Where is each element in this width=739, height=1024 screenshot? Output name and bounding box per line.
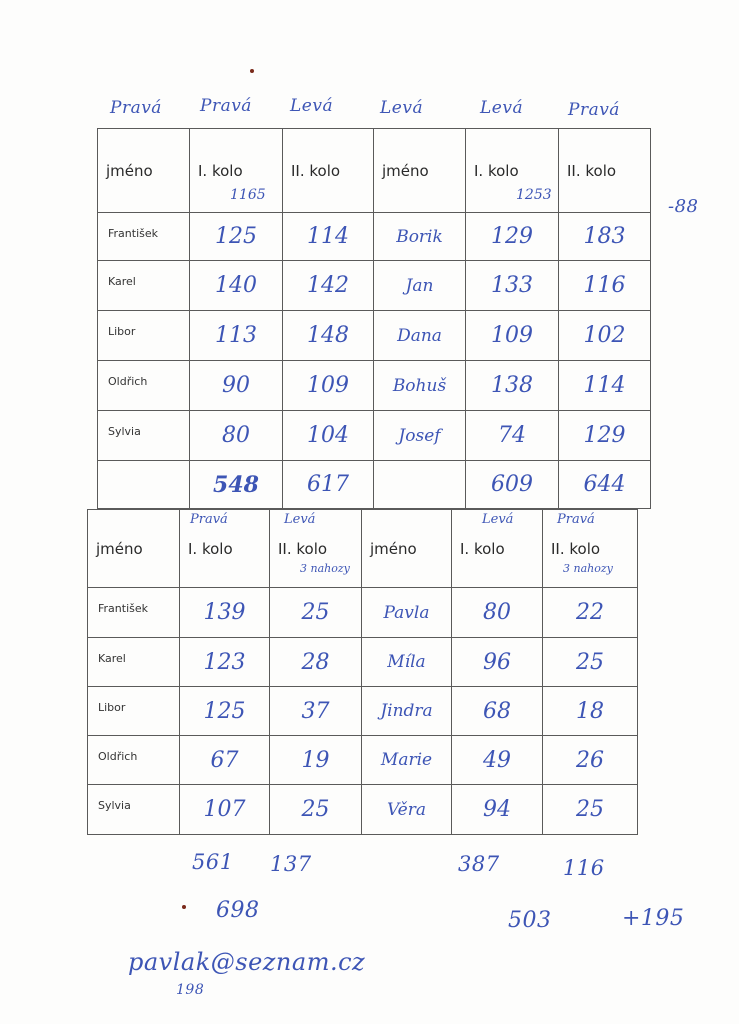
header-round-2-label: II. kolo [278,539,328,558]
header-round-1b-label: I. kolo [474,161,519,180]
score-round-1b: 109 [466,311,559,361]
score-round-2: 19 [270,736,362,785]
table-row [88,736,638,785]
score-round-2b: 116 [559,261,651,311]
player-name-2: Dana [374,311,466,361]
header-name: jméno [98,129,190,213]
ink-speck [182,905,186,909]
score-round-1: 67 [180,736,270,785]
bottom-total-round-2: 137 [270,852,312,876]
score-round-2b: 18 [543,687,638,736]
bottom-total-round-2b: 116 [563,856,605,880]
total-round-1: 548 [190,461,283,509]
header-name: jméno [88,510,180,588]
player-name: Karel [88,638,180,687]
score-round-2b: 26 [543,736,638,785]
player-name: Oldřich [88,736,180,785]
ink-speck [250,69,254,73]
table-header-row [98,129,651,213]
score-round-1: 90 [190,361,283,411]
player-name-2: Pavla [362,588,452,638]
score-round-2b: 102 [559,311,651,361]
totals-empty-cell [98,461,190,509]
player-name: Sylvia [98,411,190,461]
score-round-1b: 74 [466,411,559,461]
score-round-1: 125 [190,213,283,261]
score-round-2: 25 [270,588,362,638]
score-round-2b: 183 [559,213,651,261]
total-round-2b: 644 [559,461,651,509]
score-round-2: 28 [270,638,362,687]
table-row [98,213,651,261]
score-round-2b: 129 [559,411,651,461]
score-round-2: 37 [270,687,362,736]
header-round-1b [452,510,543,588]
score-round-1: 123 [180,638,270,687]
header-note: 1253 [516,187,552,203]
grand-total-difference: +195 [622,906,685,931]
side-label: Pravá [200,96,252,116]
email-note: pavlak@seznam.cz [128,948,366,976]
total-round-1b: 609 [466,461,559,509]
side-label: Pravá [568,100,620,120]
score-round-1b: 96 [452,638,543,687]
score-round-1: 140 [190,261,283,311]
header-side-label: Levá [284,512,316,527]
header-round-1 [190,129,283,213]
side-note: -88 [668,196,699,217]
score-round-1: 113 [190,311,283,361]
side-label: Levá [380,98,424,118]
grand-total-right: 503 [508,908,552,933]
score-round-1: 80 [190,411,283,461]
table-row [88,638,638,687]
score-round-1b: 94 [452,785,543,835]
score-round-2: 114 [283,213,374,261]
table-row [98,261,651,311]
score-round-1b: 80 [452,588,543,638]
header-note: 1165 [230,187,266,203]
player-name: Sylvia [88,785,180,835]
table-row [98,411,651,461]
score-round-2: 142 [283,261,374,311]
header-side-label: Pravá [557,512,595,527]
player-name-2: Bohuš [374,361,466,411]
top-score-table [97,128,651,509]
player-name-2: Borik [374,213,466,261]
player-name-2: Věra [362,785,452,835]
header-round-2b: II. kolo [559,129,651,213]
score-round-1b: 49 [452,736,543,785]
player-name-2: Jindra [362,687,452,736]
score-round-1: 107 [180,785,270,835]
score-round-2: 104 [283,411,374,461]
score-round-2: 109 [283,361,374,411]
score-round-2: 148 [283,311,374,361]
table-row [88,588,638,638]
bottom-score-table [87,509,638,835]
table-row [98,361,651,411]
header-name-2: jméno [374,129,466,213]
email-sub-note: 198 [176,982,205,998]
header-round-2b [543,510,638,588]
header-round-1-label: I. kolo [188,539,233,558]
totals-row [98,461,651,509]
header-round-2b-label: II. kolo [551,539,601,558]
bottom-total-round-1b: 387 [458,852,500,876]
header-round-2 [270,510,362,588]
header-round-1 [180,510,270,588]
score-round-2: 25 [270,785,362,835]
total-round-2: 617 [283,461,374,509]
score-round-1: 125 [180,687,270,736]
bottom-total-round-1: 561 [192,850,234,874]
totals-empty-cell [374,461,466,509]
player-name: Libor [88,687,180,736]
table-row [88,785,638,835]
grand-total-left: 698 [216,898,260,923]
player-name-2: Josef [374,411,466,461]
header-side-label: Levá [482,512,514,527]
score-round-2b: 114 [559,361,651,411]
header-round-1b-label: I. kolo [460,539,505,558]
score-round-2b: 25 [543,638,638,687]
header-sub-note: 3 nahozy [300,562,350,575]
player-name: František [88,588,180,638]
player-name: Oldřich [98,361,190,411]
header-side-label: Pravá [190,512,228,527]
table-header-row [88,510,638,588]
player-name: František [98,213,190,261]
side-label: Levá [290,96,334,116]
score-round-2b: 22 [543,588,638,638]
score-round-1b: 68 [452,687,543,736]
score-round-1: 139 [180,588,270,638]
table-row [88,687,638,736]
header-name-2: jméno [362,510,452,588]
header-sub-note: 3 nahozy [563,562,613,575]
table-row [98,311,651,361]
header-round-1b [466,129,559,213]
player-name-2: Marie [362,736,452,785]
side-label: Levá [480,98,524,118]
side-label: Pravá [110,98,162,118]
score-round-1b: 138 [466,361,559,411]
player-name-2: Míla [362,638,452,687]
player-name-2: Jan [374,261,466,311]
score-round-1b: 133 [466,261,559,311]
player-name: Karel [98,261,190,311]
score-round-2b: 25 [543,785,638,835]
score-round-1b: 129 [466,213,559,261]
header-round-2: II. kolo [283,129,374,213]
header-round-1-label: I. kolo [198,161,243,180]
player-name: Libor [98,311,190,361]
